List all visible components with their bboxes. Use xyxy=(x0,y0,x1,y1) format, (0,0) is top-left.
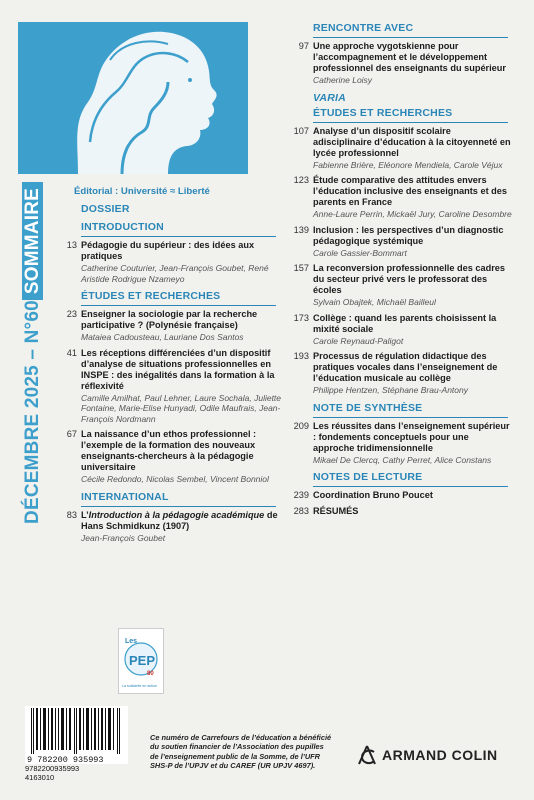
entry-authors: Fabienne Brière, Eléonore Mendiela, Carole Véjux xyxy=(313,159,503,170)
section-international: INTERNATIONAL xyxy=(81,491,292,507)
pep-logo-icon xyxy=(119,629,163,693)
toc-entry xyxy=(292,263,512,308)
toc-entry xyxy=(292,126,512,171)
svg-text:80: 80 xyxy=(147,671,154,677)
barcode-number: 9 782200 935993 xyxy=(27,755,104,764)
section-varia: VARIA xyxy=(313,91,346,104)
toc-entry xyxy=(292,421,512,466)
page-number: 23 xyxy=(66,309,77,319)
page-number: 193 xyxy=(293,351,309,361)
entry-authors: Cécile Redondo, Nicolas Sembel, Vincent Bonniol xyxy=(81,474,269,484)
right-column xyxy=(292,22,512,522)
sommaire-label: SOMMAIRE xyxy=(22,182,43,300)
entry-authors: Mikael De Clercq, Cathy Perret, Alice Constans xyxy=(313,454,492,465)
spine-title xyxy=(22,178,44,598)
entry-authors: Catherine Loisy xyxy=(313,75,373,85)
page-number: 83 xyxy=(66,509,77,520)
issue-date: DÉCEMBRE 2025 – N°60 xyxy=(22,300,43,524)
page-number: 239 xyxy=(293,490,309,500)
section-synthese: NOTE DE SYNTHÈSE xyxy=(313,402,512,418)
pep-logo xyxy=(118,628,164,694)
toc-entry xyxy=(292,41,512,86)
entry-title: Pédagogie du supérieur : des idées aux pratiques xyxy=(81,240,255,261)
toc-entry xyxy=(60,240,292,284)
entry-authors: Carole Gassier-Bommart xyxy=(313,247,407,258)
toc-entry xyxy=(60,309,292,343)
section-rencontre: RENCONTRE AVEC xyxy=(313,22,512,38)
entry-title: Coordination Bruno Poucet xyxy=(313,490,433,500)
section-notes-lecture: NOTES DE LECTURE xyxy=(313,471,512,487)
toc-entry xyxy=(60,348,292,425)
editorial-title: Éditorial : Université ≈ Liberté xyxy=(74,186,210,197)
svg-text:La solidarité en action: La solidarité en action xyxy=(122,684,157,688)
toc-entry xyxy=(60,429,292,485)
entry-authors: Anne-Laure Perrin, Mickaël Jury, Caroline Desombre xyxy=(313,209,512,219)
page-number: 67 xyxy=(66,429,77,439)
isbn-text: 9782200935993 xyxy=(25,764,80,773)
page-number: 209 xyxy=(293,420,309,431)
entry-title: Analyse d’un dispositif scolaire adisciplinaire d’éducation à la citoyenneté en lycée professionnel xyxy=(313,125,511,158)
toc-entry xyxy=(60,510,292,544)
entry-authors: Catherine Couturier, Jean-François Goubet, René Aristide Rodrigue Nzameyo xyxy=(81,263,269,284)
entry-title: Collège : quand les parents choisissent la mixité sociale xyxy=(313,312,497,334)
entry-title: Inclusion : les perspectives d’un diagnostic pédagogique systémique xyxy=(313,224,504,246)
page-number: 139 xyxy=(293,224,309,235)
section-introduction: INTRODUCTION xyxy=(81,221,292,237)
entry-title: Étude comparative des attitudes envers l’éducation inclusive des enseignants et des parents en France xyxy=(313,175,508,207)
cover-illustration xyxy=(18,22,248,174)
svg-text:PEP: PEP xyxy=(129,653,156,668)
entry-authors: Philippe Hentzen, Stéphane Brau-Antony xyxy=(313,385,468,395)
toc-entry xyxy=(292,490,512,501)
page-number: 123 xyxy=(293,175,309,185)
entry-title: RÉSUMÉS xyxy=(313,506,359,516)
page-number: 107 xyxy=(293,125,309,136)
page-number: 97 xyxy=(298,41,309,51)
toc-entry xyxy=(292,225,512,259)
entry-title: Enseigner la sociologie par la recherche participative ? (Polynésie française) xyxy=(81,309,258,330)
section-dossier: DOSSIER xyxy=(81,203,130,215)
page-number: 173 xyxy=(293,312,309,323)
section-etudes-right: ÉTUDES ET RECHERCHES xyxy=(313,107,512,123)
page-number: 13 xyxy=(66,240,77,250)
entry-authors: Carole Reynaud-Paligot xyxy=(313,335,404,346)
entry-authors: Sylvain Obajtek, Michaël Bailleul xyxy=(313,297,436,307)
face-profile-illustration xyxy=(18,22,248,174)
toc-entry xyxy=(292,506,512,517)
spine-text xyxy=(22,178,44,598)
section-etudes: ÉTUDES ET RECHERCHES xyxy=(81,290,292,306)
entry-title: Processus de régulation didactique des pratiques vocales dans l’enseignement de l’éducation musicale au collège xyxy=(313,351,498,383)
armand-colin-mark-icon xyxy=(356,744,378,766)
barcode-bars xyxy=(25,706,128,764)
svg-text:Les: Les xyxy=(125,638,138,645)
toc-entry xyxy=(292,175,512,220)
page-number: 41 xyxy=(66,347,77,358)
entry-title: Les réceptions différenciées d’un dispositif d’analyse de situations professionnelles en INSPE : des inégalités dans la formation à la réflexivité xyxy=(81,347,275,391)
barcode xyxy=(25,706,128,764)
entry-title: L’Introduction à la pédagogie académique de Hans Schmidkunz (1907) xyxy=(81,509,278,531)
publisher-logo xyxy=(356,743,516,767)
entry-title: La reconversion professionnelle des cadres du secteur privé vers le professorat des écoles xyxy=(313,263,505,295)
funding-note: Ce numéro de Carrefours de l’éducation a bénéficié du soutien financier de l’Association des pupilles de l’enseignement public de la Somme, de l’UFR SHS-P de l’UPJV et du CAREF (UR UPJV 4697). xyxy=(150,733,332,771)
entry-authors: Camille Amilhat, Paul Lehner, Laure Sochala, Juliette Fontaine, Marie-Elise Hunyadi, Odile Maufrais, Jean-François Nordmann xyxy=(81,392,282,424)
page-number: 157 xyxy=(293,263,309,273)
publisher-name: ARMAND COLIN xyxy=(382,747,498,763)
toc-entry xyxy=(292,313,512,347)
toc-entry xyxy=(292,351,512,396)
entry-authors: Jean-François Goubet xyxy=(81,532,166,543)
entry-authors: Mataiea Cadousteau, Lauriane Dos Santos xyxy=(81,332,244,342)
entry-title: La naissance d’un ethos professionnel : l’exemple de la formation des nouveaux enseignants-chercheurs à la pédagogie universitaire xyxy=(81,429,257,472)
entry-title: Une approche vygotskienne pour l’accompagnement et le développement professionnel des enseignants du supérieur xyxy=(313,41,506,73)
product-code: 4163010 xyxy=(25,773,55,782)
left-column xyxy=(60,186,292,548)
barcode-codes xyxy=(25,764,79,782)
entry-title: Les réussites dans l’enseignement supérieur : fondements conceptuels pour une approche tridimensionnelle xyxy=(313,420,510,453)
page-number: 283 xyxy=(293,506,309,516)
